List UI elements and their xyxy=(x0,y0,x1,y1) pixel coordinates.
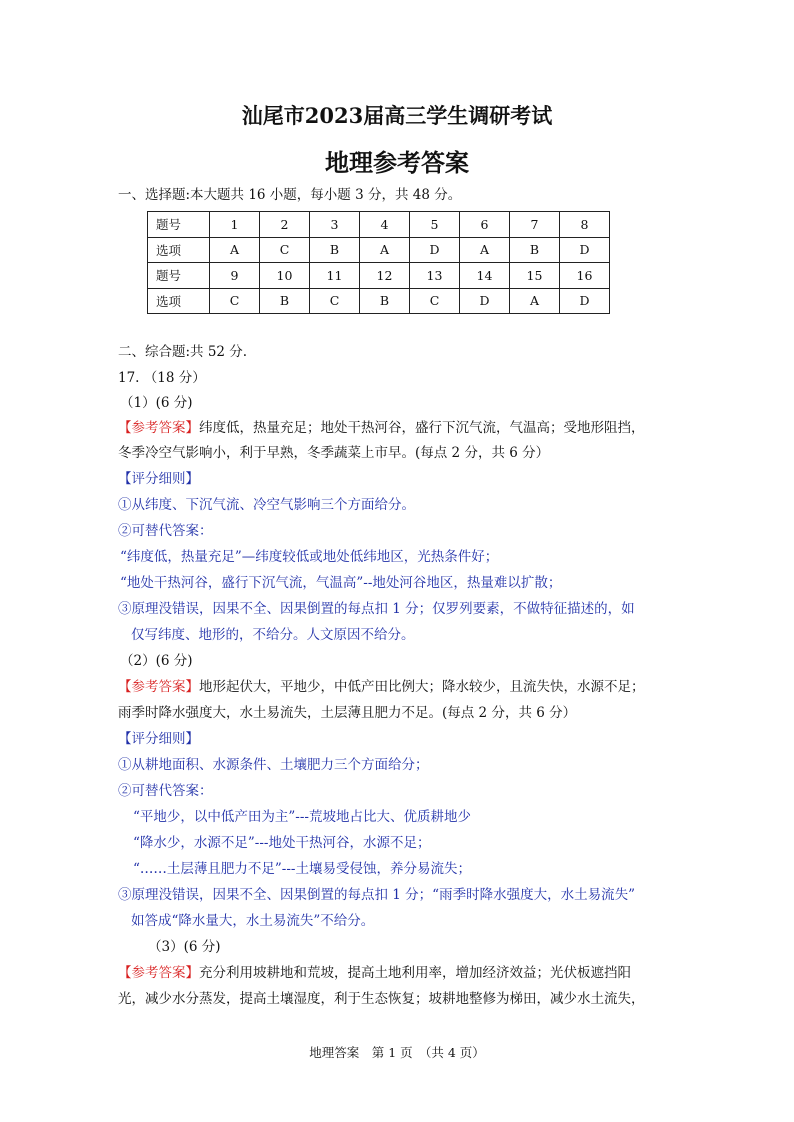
table-cell: C xyxy=(260,237,310,263)
part-3-answer-line-2: 光，减少水分蒸发，提高土壤湿度，利于生态恢复；坡耕地整修为梯田，减少水土流失， xyxy=(118,991,645,1007)
part-2-rubric-6: ③原理没错误，因果不全、因果倒置的每点扣 1 分；“雨季时降水强度大，水土易流失” xyxy=(118,887,635,903)
part-3-label: （3）(6 分) xyxy=(148,939,221,955)
table-cell: D xyxy=(560,237,610,263)
part-2-label: （2）(6 分) xyxy=(120,653,193,669)
part-2-rubric-7: 如答成“降水量大，水土易流失”不给分。 xyxy=(131,913,375,929)
table-cell: 7 xyxy=(510,212,560,238)
table-cell: C xyxy=(210,288,260,314)
table-cell: A xyxy=(510,288,560,314)
answer-table xyxy=(147,211,610,314)
table-row-header: 选项 xyxy=(148,288,210,314)
table-cell: 14 xyxy=(460,263,510,289)
part-2-answer-line-2: 雨季时降水强度大，水土易流失，土层薄且肥力不足。(每点 2 分，共 6 分） xyxy=(118,705,577,721)
part-2-answer-line-1 xyxy=(118,678,645,696)
answer-text: 地形起伏大，平地少，中低产田比例大；降水较少，且流失快，水源不足； xyxy=(199,679,645,695)
part-2-rubric-5: “……土层薄且肥力不足”---土壤易受侵蚀，养分易流失； xyxy=(133,861,471,877)
answer-tag: 【参考答案】 xyxy=(118,420,199,436)
part-1-rubric-tag: 【评分细则】 xyxy=(118,471,199,487)
table-row xyxy=(148,212,610,238)
part-1-rubric-4: “地处干热河谷，盛行下沉气流，气温高”--地处河谷地区，热量难以扩散； xyxy=(120,575,562,591)
table-cell: B xyxy=(260,288,310,314)
table-cell: 5 xyxy=(410,212,460,238)
part-1-answer-line-1 xyxy=(118,419,645,437)
document-subtitle: 地理参考答案 xyxy=(325,148,469,177)
table-cell: 4 xyxy=(360,212,410,238)
table-cell: B xyxy=(360,288,410,314)
table-cell: D xyxy=(560,288,610,314)
table-cell: 1 xyxy=(210,212,260,238)
table-row xyxy=(148,237,610,263)
answer-text: 充分利用坡耕地和荒坡，提高土地利用率，增加经济效益；光伏板遮挡阳 xyxy=(199,965,631,981)
table-cell: 3 xyxy=(310,212,360,238)
table-cell: 9 xyxy=(210,263,260,289)
table-cell: 6 xyxy=(460,212,510,238)
part-2-rubric-1: ①从耕地面积、水源条件、土壤肥力三个方面给分； xyxy=(118,757,429,773)
table-row-header: 选项 xyxy=(148,237,210,263)
answer-tag: 【参考答案】 xyxy=(118,965,199,981)
part-3-answer-line-1 xyxy=(118,964,631,982)
table-cell: 8 xyxy=(560,212,610,238)
table-cell: 12 xyxy=(360,263,410,289)
part-1-label: （1）(6 分) xyxy=(120,395,193,411)
section-2-heading: 二、综合题:共 52 分. xyxy=(118,344,248,360)
table-cell: C xyxy=(310,288,360,314)
table-cell: 13 xyxy=(410,263,460,289)
table-cell: 10 xyxy=(260,263,310,289)
table-cell: B xyxy=(310,237,360,263)
part-1-rubric-5: ③原理没错误，因果不全、因果倒置的每点扣 1 分；仅罗列要素，不做特征描述的，如 xyxy=(118,601,635,617)
document-title: 汕尾市2023届高三学生调研考试 xyxy=(241,103,553,128)
part-2-rubric-2: ②可替代答案： xyxy=(118,783,213,799)
table-cell: 16 xyxy=(560,263,610,289)
table-cell: D xyxy=(410,237,460,263)
table-cell: C xyxy=(410,288,460,314)
table-cell: A xyxy=(360,237,410,263)
question-17-heading: 17. （18 分） xyxy=(118,370,206,386)
table-cell: B xyxy=(510,237,560,263)
table-cell: A xyxy=(460,237,510,263)
table-row-header: 题号 xyxy=(148,263,210,289)
table-cell: D xyxy=(460,288,510,314)
answer-tag: 【参考答案】 xyxy=(118,679,199,695)
part-1-rubric-3: “纬度低，热量充足”—纬度较低或地处低纬地区，光热条件好； xyxy=(120,549,499,565)
part-2-rubric-4: “降水少，水源不足”---地处干热河谷，水源不足； xyxy=(133,835,431,851)
table-row-header: 题号 xyxy=(148,212,210,238)
table-cell: 15 xyxy=(510,263,560,289)
part-1-rubric-1: ①从纬度、下沉气流、冷空气影响三个方面给分。 xyxy=(118,497,415,513)
table-cell: A xyxy=(210,237,260,263)
part-2-rubric-3: “平地少，以中低产田为主”---荒坡地占比大、优质耕地少 xyxy=(133,809,471,825)
part-1-rubric-6: 仅写纬度、地形的，不给分。人文原因不给分。 xyxy=(131,627,415,643)
table-row xyxy=(148,288,610,314)
section-1-heading: 一、选择题:本大题共 16 小题，每小题 3 分，共 48 分。 xyxy=(118,187,462,203)
part-2-rubric-tag: 【评分细则】 xyxy=(118,731,199,747)
table-cell: 2 xyxy=(260,212,310,238)
table-row xyxy=(148,263,610,289)
part-1-rubric-2: ②可替代答案： xyxy=(118,523,213,539)
answer-text: 纬度低，热量充足；地处干热河谷，盛行下沉气流，气温高；受地形阻挡， xyxy=(199,420,645,436)
part-1-answer-line-2: 冬季冷空气影响小，利于早熟，冬季蔬菜上市早。(每点 2 分，共 6 分） xyxy=(118,445,550,461)
page-footer: 地理答案 第 1 页 （共 4 页） xyxy=(309,1045,485,1060)
table-cell: 11 xyxy=(310,263,360,289)
